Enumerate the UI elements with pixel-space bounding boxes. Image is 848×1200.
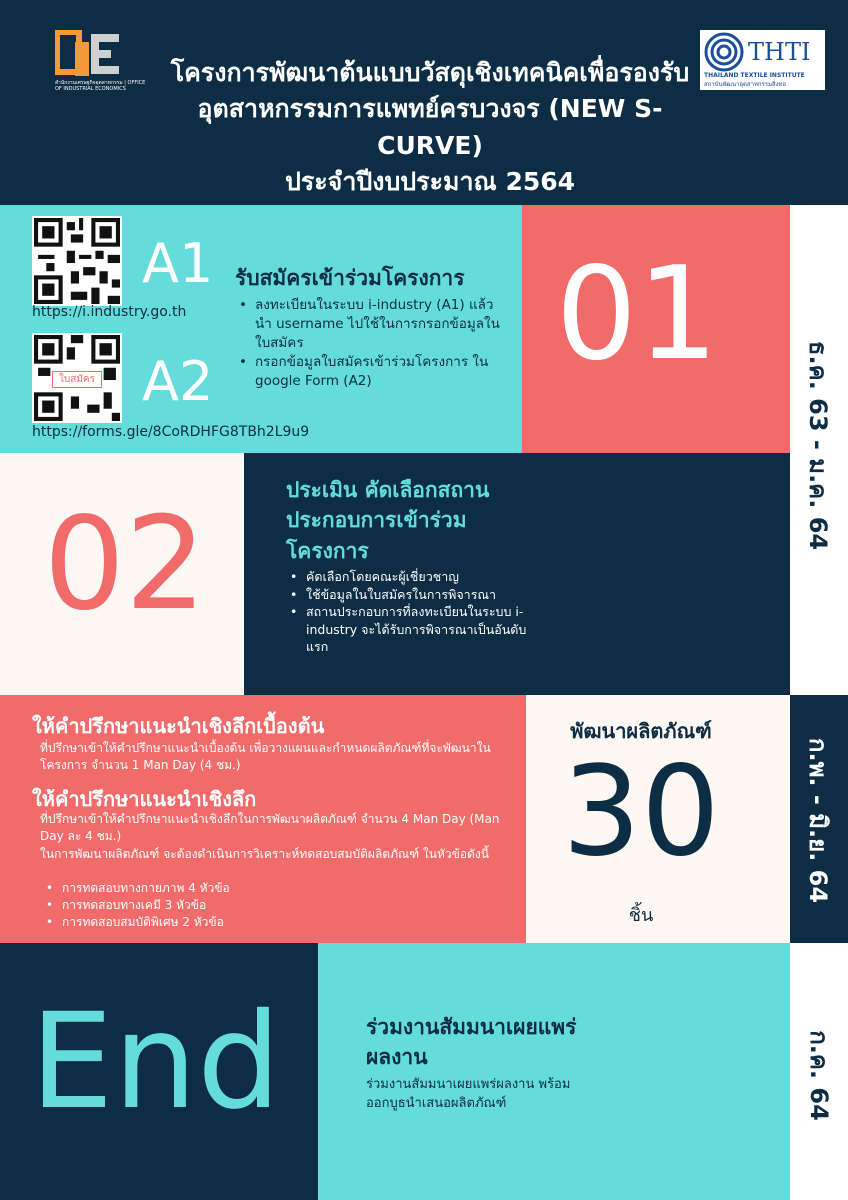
step1-bullets [235,296,510,390]
step3-title-2: ให้คำปรึกษาแนะนำเชิงลึก [32,787,257,811]
thti-logo-caption: THAILAND TEXTILE INSTITUTE [704,72,805,79]
list-item: • ลงทะเบียนในระบบ i-industry (A1) แล้วนำ username ไปใช้ในการกรอกข้อมูลในใบสมัคร [235,296,510,353]
qr-code-a2[interactable] [32,333,122,423]
period-2-label [790,700,848,940]
list-item: • กรอกข้อมูลใบสมัครเข้าร่วมโครงการ ใน google Form (A2) [235,353,510,391]
qr-a2-label: A2 [142,350,214,413]
step1-title: รับสมัครเข้าร่วมโครงการ [235,266,465,290]
step3-desc-2a: ที่ปรึกษาเข้าให้คำปรึกษาแนะนำเชิงลึกในการพัฒนาผลิตภัณฑ์ จำนวน 4 Man Day (Man Day ละ 4 ชม.) [40,812,500,844]
period-2-text: ก.พ. - มิ.ย. 64 [804,737,833,903]
qr-code-a1[interactable] [32,216,122,306]
qr-a1-url[interactable]: https://i.industry.go.th [32,304,187,320]
list-item: • คัดเลือกโดยคณะผู้เชี่ยวชาญ [286,568,541,586]
qr-a1-icon [34,218,120,304]
thti-logo-text: THTI [748,38,811,66]
title-line-2: อุตสาหกรรมการแพทย์ครบวงจร (NEW S-CURVE) [197,94,663,160]
product-count: 30 [562,740,720,884]
step4-desc: ร่วมงานสัมมนาเผยแพร่ผลงาน พร้อมออกบูธนำเสนอผลิตภัณฑ์ [366,1077,571,1111]
thti-logo-caption-th: สถาบันพัฒนาอุตสาหกรรมสิ่งทอ [704,81,787,88]
product-label: พัฒนาผลิตภัณฑ์ [570,719,712,743]
step2-bullets [286,568,541,656]
qr-a2-url[interactable]: https://forms.gle/8CoRDHFG8TBh2L9u9 [32,424,310,440]
list-item: • การทดสอบสมบัติพิเศษ 2 หัวข้อ [42,914,342,931]
qr-a2-badge: ใบสมัคร [52,371,102,388]
step2-title: ประเมิน คัดเลือกสถานประกอบการเข้าร่วมโครงการ [286,478,490,563]
step3-title-1: ให้คำปรึกษาแนะนำเชิงลึกเบื้องต้น [32,714,325,738]
step4-title: ร่วมงานสัมมนาเผยแพร่ผลงาน [366,1015,577,1070]
qr-a1-label: A1 [142,232,214,295]
list-item: • การทดสอบทางกายภาพ 4 หัวข้อ [42,880,342,897]
title-line-3: ประจำปีงบประมาณ 2564 [284,166,576,196]
step1-number: 01 [555,240,719,389]
period-3-text: ก.ค. 64 [804,1029,833,1121]
end-label: End [30,985,281,1139]
thti-swirl-icon [704,32,744,72]
oie-logo-caption: สำนักงานเศรษฐกิจอุตสาหกรรม | OFFICE OF INDUSTRIAL ECONOMICS [55,80,146,92]
step3-bullets [42,880,342,930]
oie-logo-icon [55,30,125,82]
list-item: • สถานประกอบการที่ลงทะเบียนในระบบ i-industry จะได้รับการพิจารณาเป็นอันดับแรก [286,603,541,656]
period-1-label [790,230,848,660]
step3-desc-2b: ในการพัฒนาผลิตภัณฑ์ จะต้องดำเนินการวิเคราะห์ทดสอบสมบัติผลิตภัณฑ์ ในหัวข้อดังนี้ [40,847,489,861]
list-item: • การทดสอบทางเคมี 3 หัวข้อ [42,897,342,914]
page-title [150,55,710,200]
period-3-label [790,1000,848,1150]
step2-number: 02 [43,490,207,639]
product-unit: ชิ้น [628,905,654,926]
step3-desc-1: ที่ปรึกษาเข้าให้คำปรึกษาแนะนำเบื้องต้น เพื่อวางแผนและกำหนดผลิตภัณฑ์ที่จะพัฒนาในโครงการ จำนวน 1 Man Day (4 ชม.) [40,741,491,773]
period-1-text: ธ.ค. 63 - ม.ค. 64 [804,340,833,550]
list-item: • ใช้ข้อมูลในใบสมัครในการพิจารณา [286,586,541,604]
thti-logo [700,30,825,90]
title-line-1: โครงการพัฒนาต้นแบบวัสดุเชิงเทคนิคเพื่อรองรับ [170,58,690,87]
